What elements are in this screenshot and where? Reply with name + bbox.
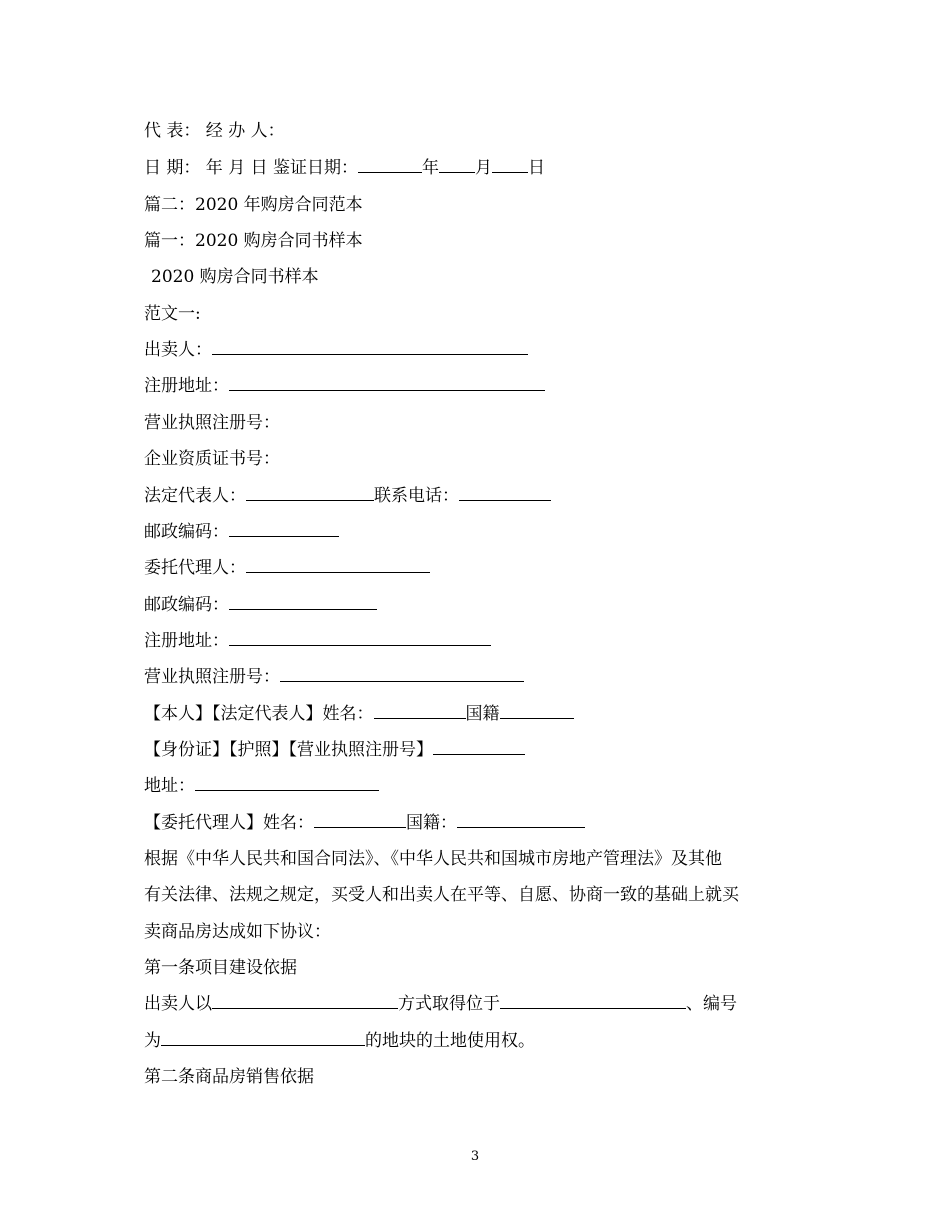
paragraph-line-1: 根据《中华人民共和国合同法》、《中华人民共和国城市房地产管理法》及其他 — [144, 849, 722, 869]
date-line: 日 期： 年 月 日 鉴证日期： 年 月 日 — [144, 158, 546, 178]
method-blank — [212, 993, 398, 1009]
address-line: 地址： — [144, 775, 379, 797]
qualification-line: 企业资质证书号： — [144, 449, 280, 469]
agent-nationality-blank — [457, 812, 585, 828]
license-blank-2 — [280, 666, 524, 682]
representative-line: 代 表： 经 办 人： — [144, 121, 285, 141]
postcode-line-1: 邮政编码： — [144, 521, 339, 543]
nationality-blank — [500, 703, 574, 719]
article-1-heading: 第一条项目建设依据 — [144, 958, 297, 978]
buyer-name-blank — [374, 703, 466, 719]
seller-line: 出卖人： — [144, 339, 528, 361]
postcode-line-2: 邮政编码： — [144, 594, 377, 616]
agent-name-blank — [314, 812, 406, 828]
postcode-blank-2 — [229, 594, 377, 610]
reg-address-blank-2 — [229, 630, 491, 646]
section-heading-2: 篇二：2020 年购房合同范本 — [144, 195, 363, 215]
article-1-line-2: 为 的地块的土地使用权。 — [144, 1031, 535, 1051]
paragraph-line-2: 有关法律、法规之规定，买受人和出卖人在平等、自愿、协商一致的基础上就买 — [144, 885, 739, 905]
id-blank — [433, 739, 525, 755]
legal-rep-blank — [246, 485, 374, 501]
id-line: 【身份证】【护照】【营业执照注册号】 — [144, 739, 525, 761]
section-heading-1: 篇一：2020 购房合同书样本 — [144, 231, 363, 251]
location-blank — [500, 993, 686, 1009]
reg-address-line-2: 注册地址： — [144, 630, 491, 652]
agent-blank — [246, 557, 430, 573]
agent-name-line: 【委托代理人】姓名： 国籍： — [144, 812, 585, 834]
month-blank — [439, 157, 475, 173]
page-number: 3 — [470, 1149, 480, 1164]
seller-blank — [212, 339, 528, 355]
year-blank — [358, 157, 422, 173]
paragraph-line-3: 卖商品房达成如下协议： — [144, 922, 331, 942]
license-line: 营业执照注册号： — [144, 413, 280, 433]
postcode-blank-1 — [229, 521, 339, 537]
address-blank — [195, 775, 379, 791]
agent-line: 委托代理人： — [144, 557, 430, 579]
reg-address-line: 注册地址： — [144, 375, 545, 397]
plot-number-blank — [161, 1030, 365, 1046]
day-blank — [492, 157, 528, 173]
legal-rep-line: 法定代表人： 联系电话： — [144, 485, 551, 507]
phone-blank — [459, 485, 551, 501]
license-line-2: 营业执照注册号： — [144, 666, 524, 688]
document-title: 2020 购房合同书样本 — [151, 267, 319, 287]
sample-label: 范文一: — [144, 304, 201, 324]
buyer-name-line: 【本人】【法定代表人】姓名： 国籍 — [144, 703, 574, 725]
article-1-line-1: 出卖人以 方式取得位于 、编号 — [144, 994, 737, 1014]
article-2-heading: 第二条商品房销售依据 — [144, 1067, 314, 1087]
reg-address-blank — [229, 375, 545, 391]
